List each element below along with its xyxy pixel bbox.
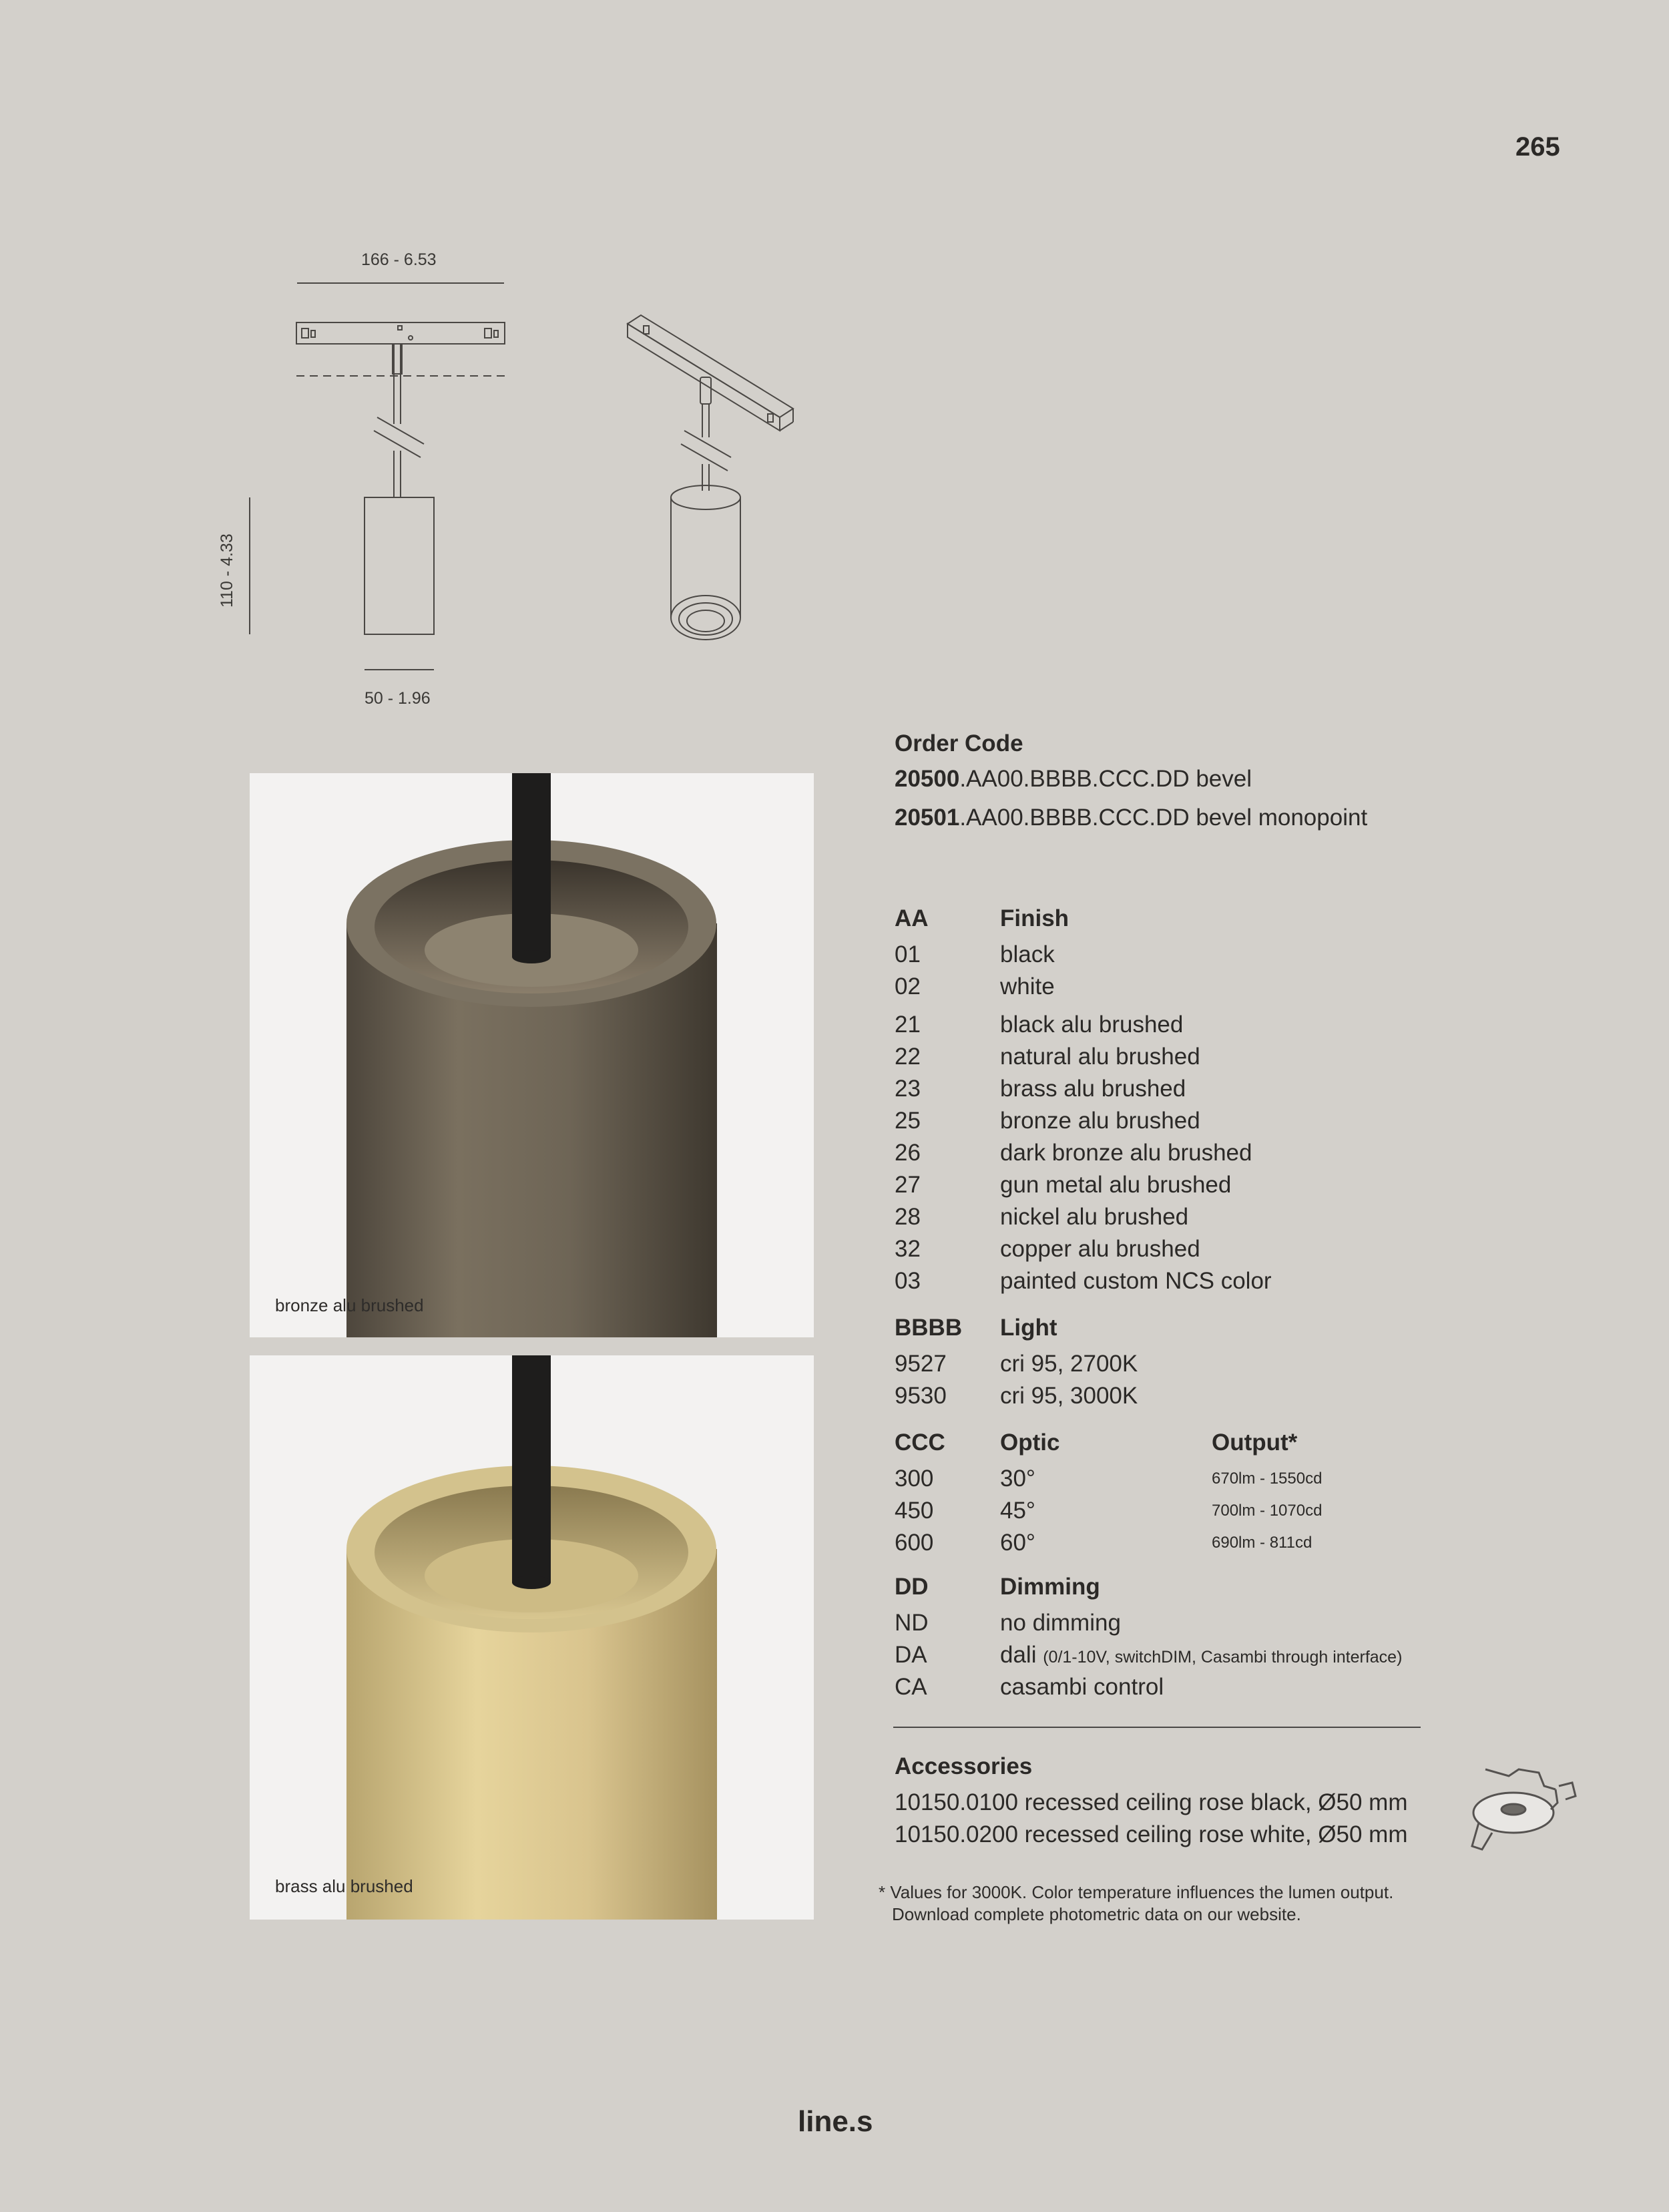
light-row bbox=[895, 1380, 1429, 1412]
optic-output-header: Output* bbox=[1212, 1429, 1298, 1456]
finish-code: 03 bbox=[895, 1268, 921, 1294]
finish-code: 25 bbox=[895, 1108, 921, 1134]
optic-output: 690lm - 811cd bbox=[1212, 1534, 1313, 1552]
order-code-number: 20500 bbox=[895, 766, 960, 792]
footnote bbox=[879, 1882, 1393, 1926]
height-dimension: 110 - 4.33 bbox=[218, 533, 236, 608]
photo-caption-brass: brass alu brushed bbox=[275, 1876, 413, 1896]
optic-row bbox=[895, 1527, 1429, 1559]
dimming-row bbox=[895, 1671, 1429, 1703]
finish-row bbox=[895, 1041, 1429, 1073]
dimming-code: CA bbox=[895, 1674, 927, 1700]
order-code-suffix: .AA00.BBBB.CCC.DD bevel monopoint bbox=[959, 805, 1368, 831]
finish-row bbox=[895, 1009, 1429, 1041]
optic-code: 450 bbox=[895, 1498, 934, 1524]
finish-label: white bbox=[1000, 973, 1055, 1000]
photo-caption-bronze: bronze alu brushed bbox=[275, 1295, 424, 1315]
page-number: 265 bbox=[1515, 132, 1560, 162]
diameter-dimension: 50 - 1.96 bbox=[365, 689, 431, 708]
optic-header bbox=[895, 1427, 1429, 1463]
section-divider bbox=[893, 1727, 1421, 1728]
light-label-header: Light bbox=[1000, 1315, 1057, 1341]
accessory-item: 10150.0100 recessed ceiling rose black, Ø50 mm bbox=[895, 1789, 1408, 1815]
finish-label: brass alu brushed bbox=[1000, 1076, 1186, 1102]
light-label: cri 95, 3000K bbox=[1000, 1383, 1138, 1409]
finish-code: 28 bbox=[895, 1204, 921, 1230]
ceiling-rose-icon bbox=[1459, 1763, 1579, 1863]
light-label: cri 95, 2700K bbox=[1000, 1351, 1138, 1377]
light-code-header: BBBB bbox=[895, 1315, 963, 1341]
optic-label-header: Optic bbox=[1000, 1429, 1060, 1456]
finish-code: 27 bbox=[895, 1172, 921, 1198]
finish-row bbox=[895, 1169, 1429, 1201]
optic-angle: 30° bbox=[1000, 1466, 1035, 1492]
optic-code-header: CCC bbox=[895, 1429, 945, 1456]
finish-code: 23 bbox=[895, 1076, 921, 1102]
finish-code: 22 bbox=[895, 1044, 921, 1070]
dimming-code-header: DD bbox=[895, 1574, 929, 1600]
optic-angle: 45° bbox=[1000, 1498, 1035, 1524]
finish-label: copper alu brushed bbox=[1000, 1236, 1200, 1262]
spec-block bbox=[895, 728, 1429, 1703]
dimming-label: casambi control bbox=[1000, 1674, 1164, 1700]
dimming-label-header: Dimming bbox=[1000, 1574, 1100, 1600]
dimming-row bbox=[895, 1639, 1429, 1671]
finish-row bbox=[895, 939, 1429, 971]
dimming-code: ND bbox=[895, 1610, 929, 1636]
accessory-item: 10150.0200 recessed ceiling rose white, Ø50 mm bbox=[895, 1821, 1408, 1847]
product-photo-brass bbox=[250, 1355, 814, 1920]
technical-drawing bbox=[0, 0, 868, 734]
finish-label: dark bronze alu brushed bbox=[1000, 1140, 1252, 1166]
light-code: 9527 bbox=[895, 1351, 947, 1377]
finish-row bbox=[895, 1073, 1429, 1105]
dimming-code: DA bbox=[895, 1642, 927, 1668]
finish-row bbox=[895, 1201, 1429, 1233]
light-header bbox=[895, 1312, 1429, 1348]
brand-name: line.s bbox=[798, 2105, 873, 2138]
dimming-row bbox=[895, 1607, 1429, 1639]
light-row bbox=[895, 1348, 1429, 1380]
order-code-line bbox=[895, 760, 1429, 799]
finish-code: 32 bbox=[895, 1236, 921, 1262]
finish-label: painted custom NCS color bbox=[1000, 1268, 1272, 1294]
footnote-line: * Values for 3000K. Color temperature influences the lumen output. bbox=[879, 1882, 1394, 1902]
order-code-suffix: .AA00.BBBB.CCC.DD bevel bbox=[959, 766, 1252, 792]
finish-label: bronze alu brushed bbox=[1000, 1108, 1200, 1134]
finish-label: black alu brushed bbox=[1000, 1012, 1184, 1038]
dimming-note: (0/1-10V, switchDIM, Casambi through interface) bbox=[1043, 1648, 1403, 1667]
accessories-title: Accessories bbox=[895, 1753, 1033, 1779]
finish-code: 01 bbox=[895, 941, 921, 967]
finish-row bbox=[895, 1265, 1429, 1297]
finish-label-header: Finish bbox=[1000, 905, 1069, 931]
dimming-header bbox=[895, 1571, 1429, 1607]
optic-code: 300 bbox=[895, 1466, 934, 1492]
finish-row bbox=[895, 1233, 1429, 1265]
optic-row bbox=[895, 1463, 1429, 1495]
optic-angle: 60° bbox=[1000, 1530, 1035, 1556]
finish-code: 21 bbox=[895, 1012, 921, 1038]
width-dimension: 166 - 6.53 bbox=[361, 250, 437, 269]
light-code: 9530 bbox=[895, 1383, 947, 1409]
optic-code: 600 bbox=[895, 1530, 934, 1556]
footnote-line: Download complete photometric data on our website. bbox=[892, 1904, 1301, 1924]
dimming-label: dali bbox=[1000, 1642, 1037, 1668]
finish-label: nickel alu brushed bbox=[1000, 1204, 1189, 1230]
order-code-line bbox=[895, 799, 1429, 837]
optic-row bbox=[895, 1495, 1429, 1527]
finish-row bbox=[895, 1137, 1429, 1169]
finish-label: natural alu brushed bbox=[1000, 1044, 1200, 1070]
finish-code: 26 bbox=[895, 1140, 921, 1166]
dimming-label: no dimming bbox=[1000, 1610, 1121, 1636]
finish-row bbox=[895, 1105, 1429, 1137]
finish-label: gun metal alu brushed bbox=[1000, 1172, 1232, 1198]
finish-code-header: AA bbox=[895, 905, 929, 931]
product-photo-bronze bbox=[250, 773, 814, 1337]
finish-label: black bbox=[1000, 941, 1055, 967]
finish-header bbox=[895, 903, 1429, 939]
optic-output: 700lm - 1070cd bbox=[1212, 1502, 1323, 1520]
finish-row bbox=[895, 971, 1429, 1009]
accessories-block bbox=[895, 1751, 1429, 1851]
finish-code: 02 bbox=[895, 973, 921, 1000]
order-code-number: 20501 bbox=[895, 805, 960, 831]
order-code-title: Order Code bbox=[895, 730, 1023, 756]
optic-output: 670lm - 1550cd bbox=[1212, 1470, 1323, 1488]
